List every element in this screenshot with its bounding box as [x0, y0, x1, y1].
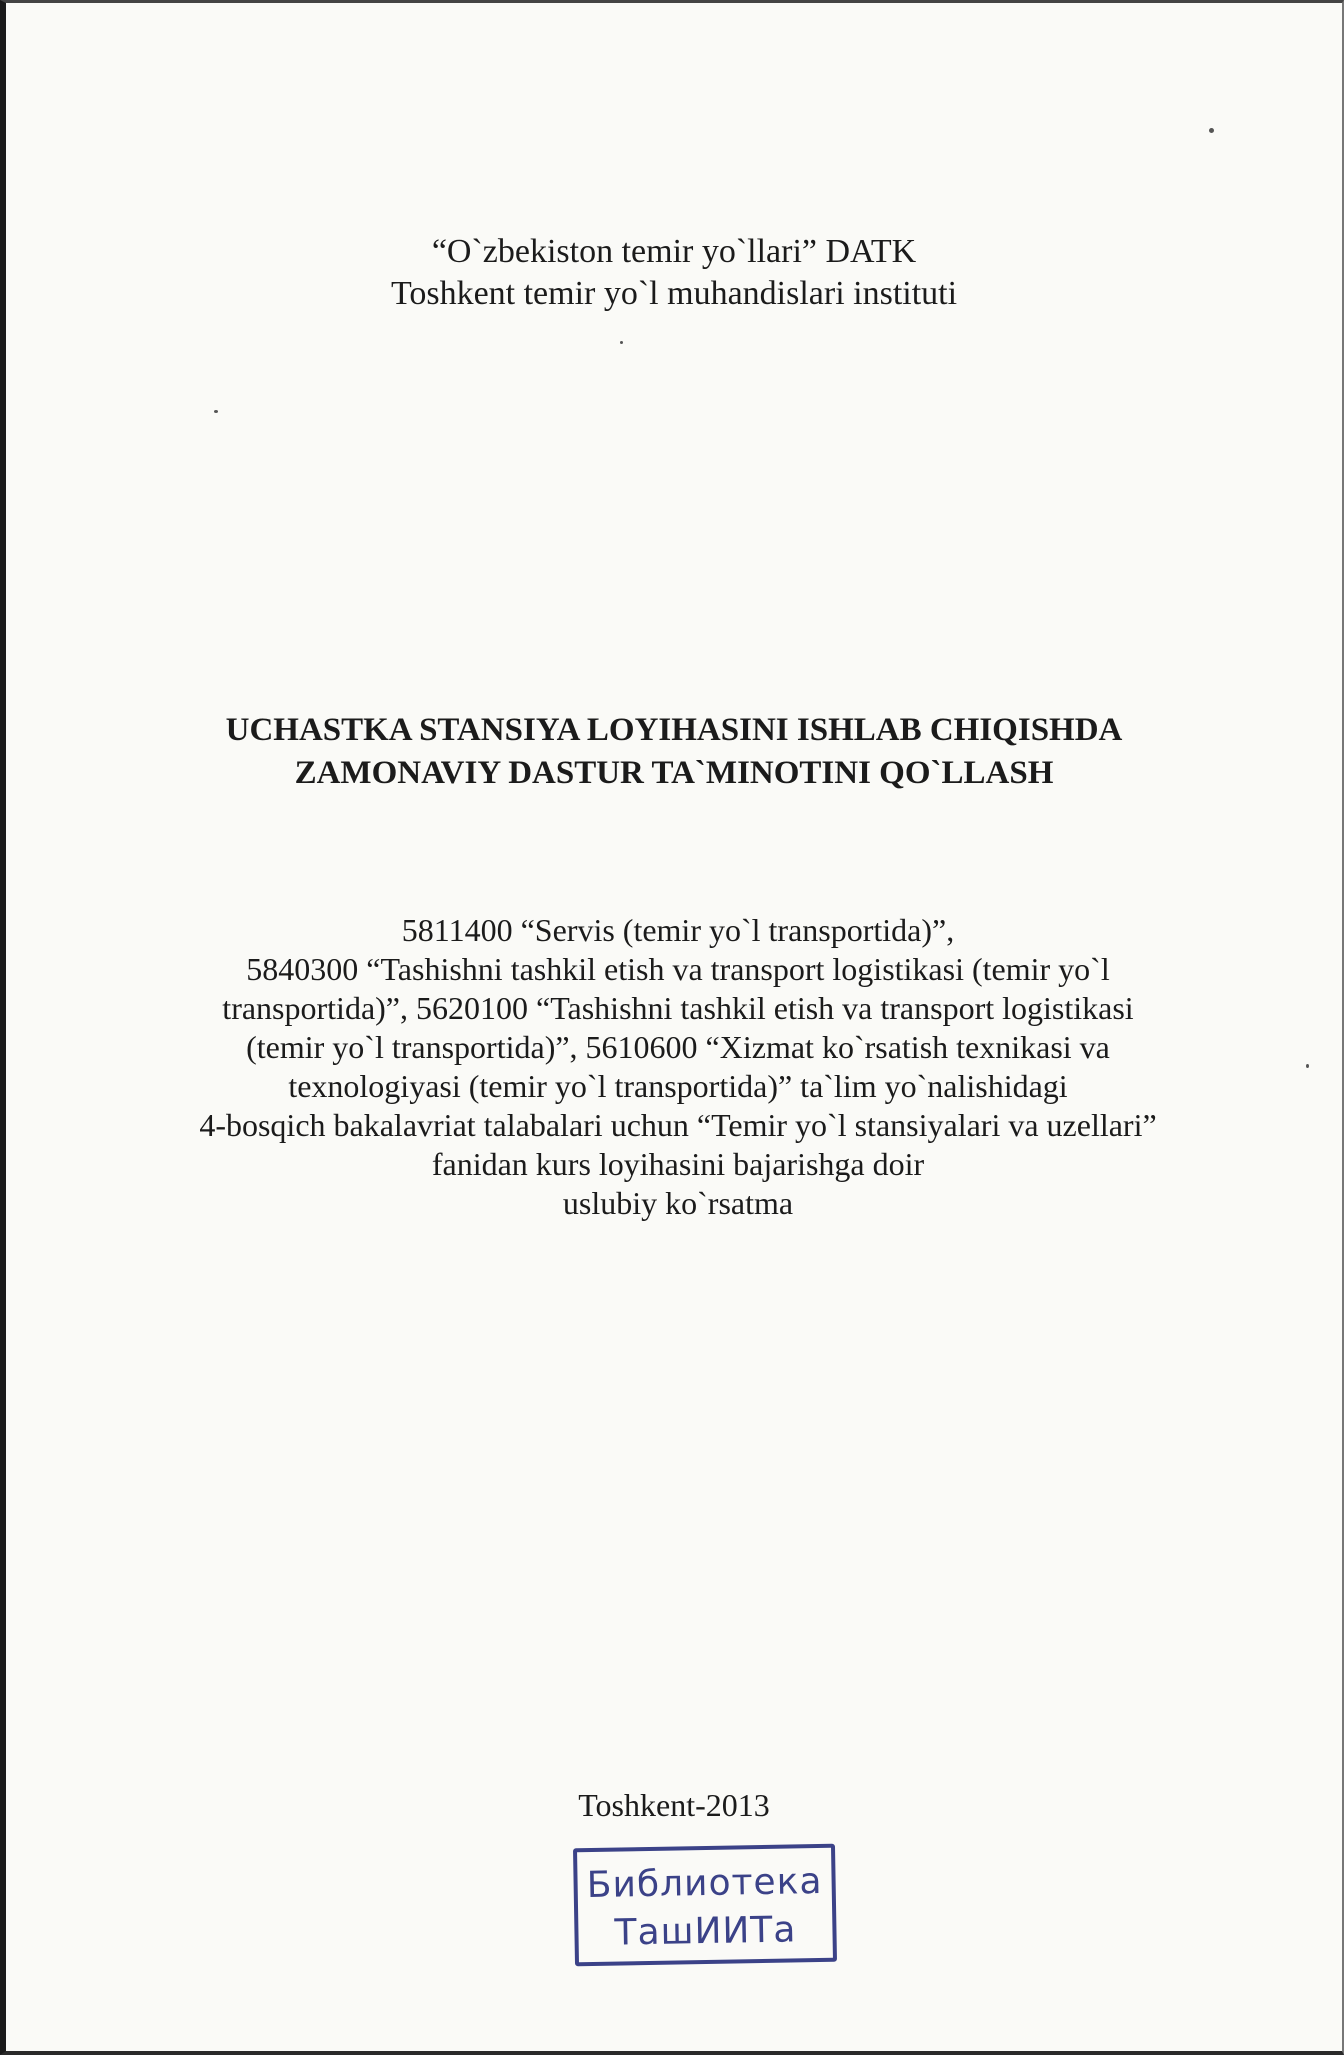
description-line: fanidan kurs loyihasini bajarishga doir — [431, 1146, 925, 1182]
scan-speck — [1306, 1064, 1309, 1068]
organization-name: “O`zbekiston temir yo`llari” DATK — [431, 233, 917, 270]
description-line: texnologiyasi (temir yo`l transportida)” ta`lim yo`nalishidagi — [288, 1068, 1068, 1104]
description-line: transportida)”, 5620100 “Tashishni tashkil etish va transport logistikasi — [222, 990, 1134, 1026]
scan-speck — [1209, 128, 1214, 133]
description-line: 5840300 “Tashishni tashkil etish va transport logistikasi (temir yo`l — [246, 951, 1110, 987]
description-block — [96, 911, 1260, 1223]
scan-speck — [214, 410, 218, 413]
description-line: (temir yo`l transportida)”, 5610600 “Xizmat ko`rsatish texnikasi va — [246, 1029, 1110, 1065]
place-year: Toshkent-2013 — [578, 1787, 770, 1823]
stamp-line-1: Библиотека — [586, 1860, 823, 1907]
header-block — [6, 231, 1342, 315]
description-line: uslubiy ko`rsatma — [562, 1185, 794, 1221]
description-line: 4-bosqich bakalavriat talabalari uchun “Temir yo`l stansiyalari va uzellari” — [199, 1107, 1157, 1143]
library-stamp — [573, 1844, 837, 1967]
stamp-line-2: ТашИИТа — [614, 1909, 797, 1954]
title-line-1: UCHASTKA STANSIYA LOYIHASINI ISHLAB CHIQISHDA — [225, 712, 1123, 748]
title-line-2: ZAMONAVIY DASTUR TA`MINOTINI QO`LLASH — [294, 755, 1054, 791]
institute-name: Toshkent temir yo`l muhandislari instituti — [390, 275, 958, 312]
description-line: 5811400 “Servis (temir yo`l transportida)”, — [401, 912, 955, 948]
document-title — [6, 709, 1342, 795]
scan-speck — [620, 341, 623, 344]
